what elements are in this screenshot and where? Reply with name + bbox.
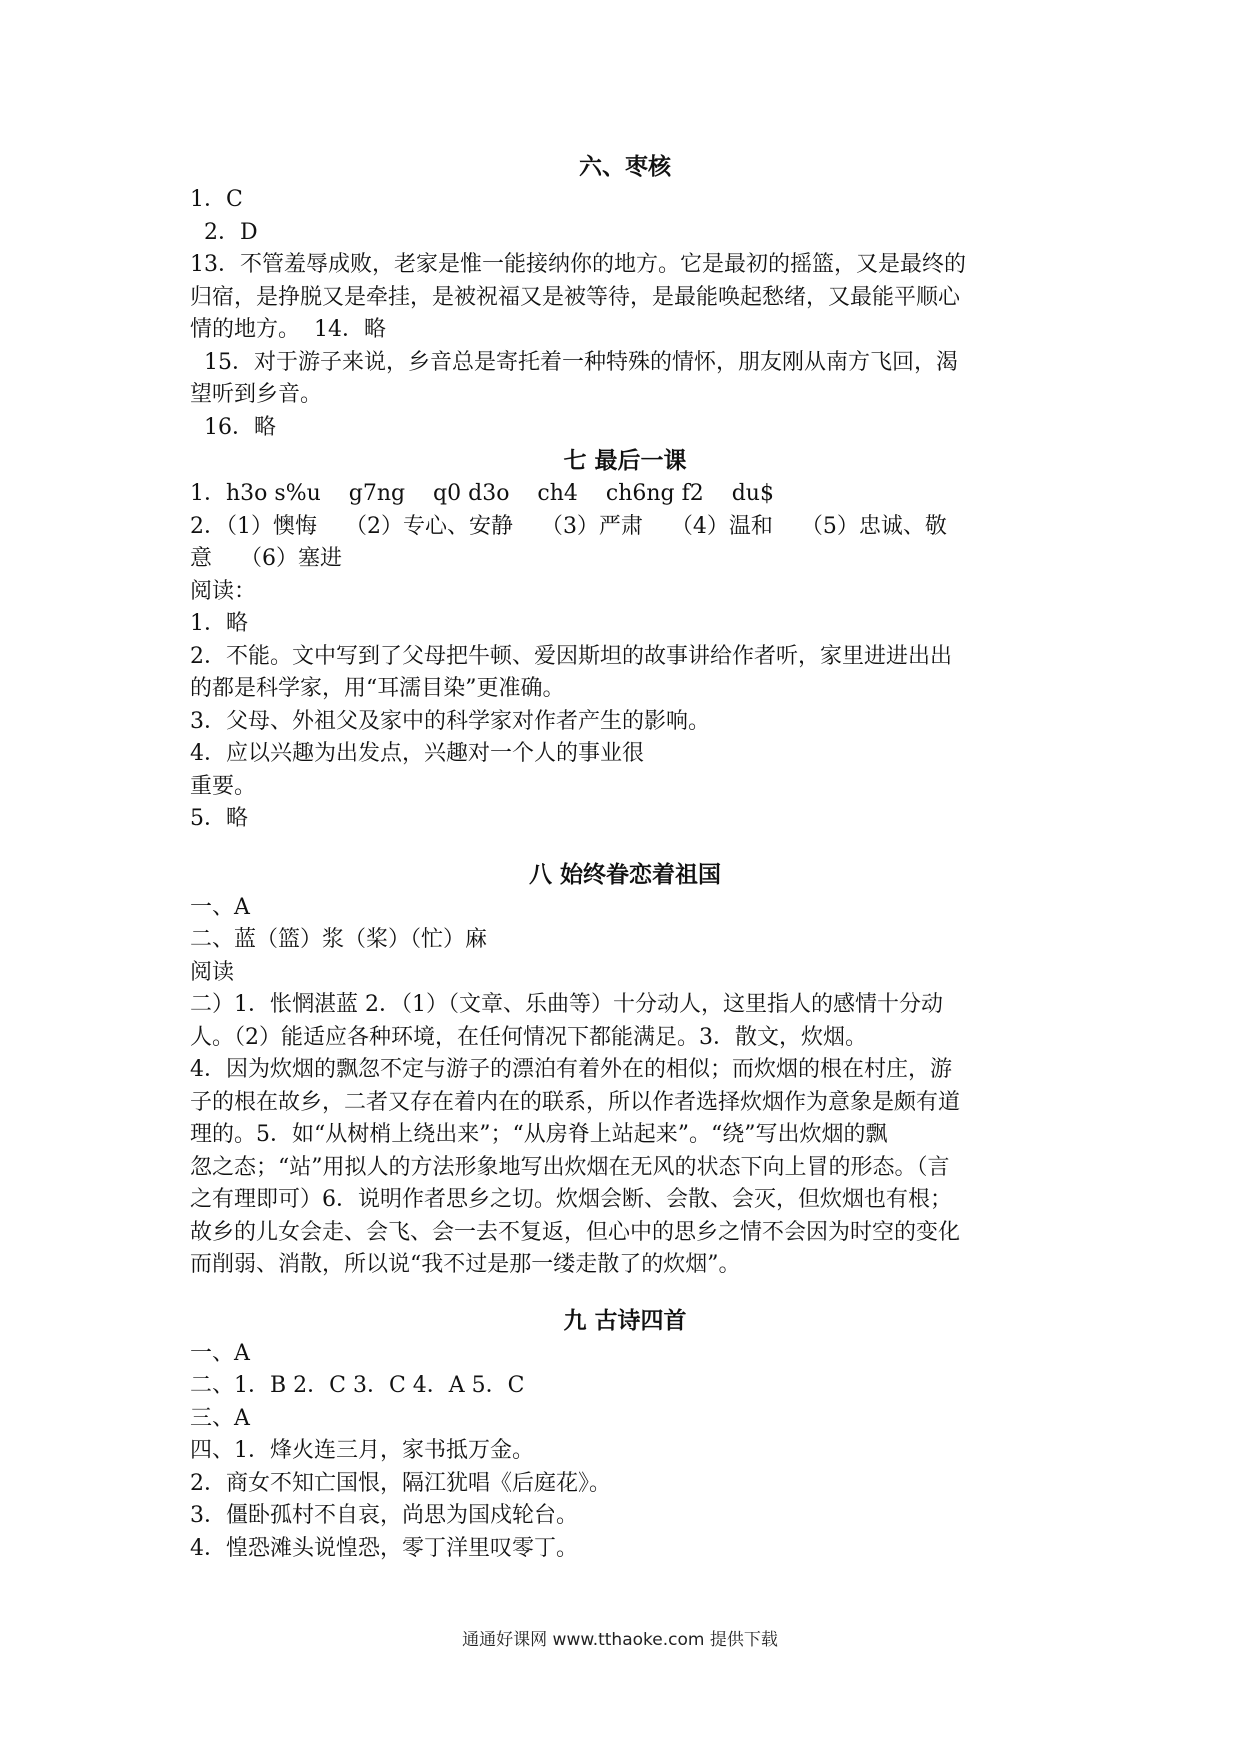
section-title: 九 古诗四首 xyxy=(563,1307,687,1334)
answer-line: 一、A xyxy=(190,1340,250,1366)
section-7 xyxy=(190,444,1060,836)
answer-line: 一、A xyxy=(190,894,250,920)
answer-line: 之有理即可）6．说明作者思乡之切。炊烟会断、会散、会灭，但炊烟也有根； xyxy=(190,1187,952,1212)
answer-line: 四、1．烽火连三月，家书抵万金。 xyxy=(190,1438,534,1463)
answer-line: 人。（2）能适应各种环境，在任何情况下都能满足。3．散文，炊烟。 xyxy=(190,1024,867,1050)
answer-line: 3．父母、外祖父及家中的科学家对作者产生的影响。 xyxy=(190,708,710,734)
section-title: 七 最后一课 xyxy=(563,448,687,474)
answer-line: 16．略 xyxy=(190,414,276,440)
section-title: 八 始终眷恋着祖国 xyxy=(528,861,721,888)
answer-line: 2．商女不知亡国恨，隔江犹唱《后庭花》。 xyxy=(190,1470,611,1496)
answer-line: 1．h3o s%u g7ng q0 d3o ch4 ch6ng f2 du$ xyxy=(190,481,774,506)
page-footer: 通通好课网 www.tthaoke.com 提供下载 xyxy=(462,1630,778,1650)
answer-line: 重要。 xyxy=(190,773,257,799)
answer-line: 归宿，是挣脱又是牵挂，是被祝福又是被等待，是最能唤起愁绪，又最能平顺心 xyxy=(190,284,961,310)
section-title: 六、枣核 xyxy=(579,154,671,180)
answer-line: 二、蓝（篮）浆（桨）（忙）麻 xyxy=(190,927,488,952)
answer-line: 二）1．怅惘湛蓝 2．（1）（文章、乐曲等）十分动人，这里指人的感情十分动 xyxy=(190,992,943,1017)
answer-line: 二、1．B 2．C 3．C 4．A 5．C xyxy=(190,1373,525,1398)
answer-line: 而削弱、消散，所以说“我不过是那一缕走散了的炊烟”。 xyxy=(190,1252,741,1277)
section-gap xyxy=(190,836,1060,858)
section-9 xyxy=(190,1304,1060,1566)
answer-line: 故乡的儿女会走、会飞、会一去不复返，但心中的思乡之情不会因为时空的变化 xyxy=(190,1219,961,1245)
answer-line: 阅读 xyxy=(190,959,235,985)
answer-line: 阅读： xyxy=(190,578,257,604)
answer-line: 4．应以兴趣为出发点，兴趣对一个人的事业很 xyxy=(190,741,644,766)
answer-line: 5．略 xyxy=(190,806,248,831)
answer-line: 1．略 xyxy=(190,611,248,636)
answer-line: 意 （6）塞进 xyxy=(190,546,342,571)
answer-line: 望听到乡音。 xyxy=(190,382,323,407)
answer-line: 13．不管羞辱成败，老家是惟一能接纳你的地方。它是最初的摇篮，又是最终的 xyxy=(190,252,966,277)
answer-line: 情的地方。 14．略 xyxy=(190,317,386,342)
answer-line: 1．C xyxy=(190,187,243,212)
section-8 xyxy=(190,858,1060,1282)
answer-line: 的都是科学家，用“耳濡目染”更准确。 xyxy=(190,676,565,701)
answer-line: 三、A xyxy=(190,1405,250,1431)
answer-key-page xyxy=(190,150,1060,1565)
answer-line: 理的。5．如“从树梢上绕出来”；“从房脊上站起来”。“绕”写出炊烟的飘 xyxy=(190,1122,888,1147)
answer-line: 忽之态；“站”用拟人的方法形象地写出炊烟在无风的状态下向上冒的形态。（言 xyxy=(190,1154,950,1180)
answer-line: 2．D xyxy=(190,219,258,245)
answer-line: 子的根在故乡，二者又存在着内在的联系，所以作者选择炊烟作为意象是颇有道 xyxy=(190,1089,961,1115)
answer-line: 15．对于游子来说，乡音总是寄托着一种特殊的情怀，朋友刚从南方飞回，渴 xyxy=(190,349,958,375)
section-gap xyxy=(190,1282,1060,1304)
answer-line: 2．不能。文中写到了父母把牛顿、爱因斯坦的故事讲给作者听，家里进进出出 xyxy=(190,643,952,669)
answer-line: 4．因为炊烟的飘忽不定与游子的漂泊有着外在的相似；而炊烟的根在村庄，游 xyxy=(190,1057,952,1082)
answer-line: 2．（1）懊悔 （2）专心、安静 （3）严肃 （4）温和 （5）忠诚、敬 xyxy=(190,513,947,539)
answer-line: 4．惶恐滩头说惶恐，零丁洋里叹零丁。 xyxy=(190,1535,578,1561)
section-6 xyxy=(190,150,1060,444)
answer-line: 3．僵卧孤村不自哀，尚思为国戍轮台。 xyxy=(190,1503,578,1528)
